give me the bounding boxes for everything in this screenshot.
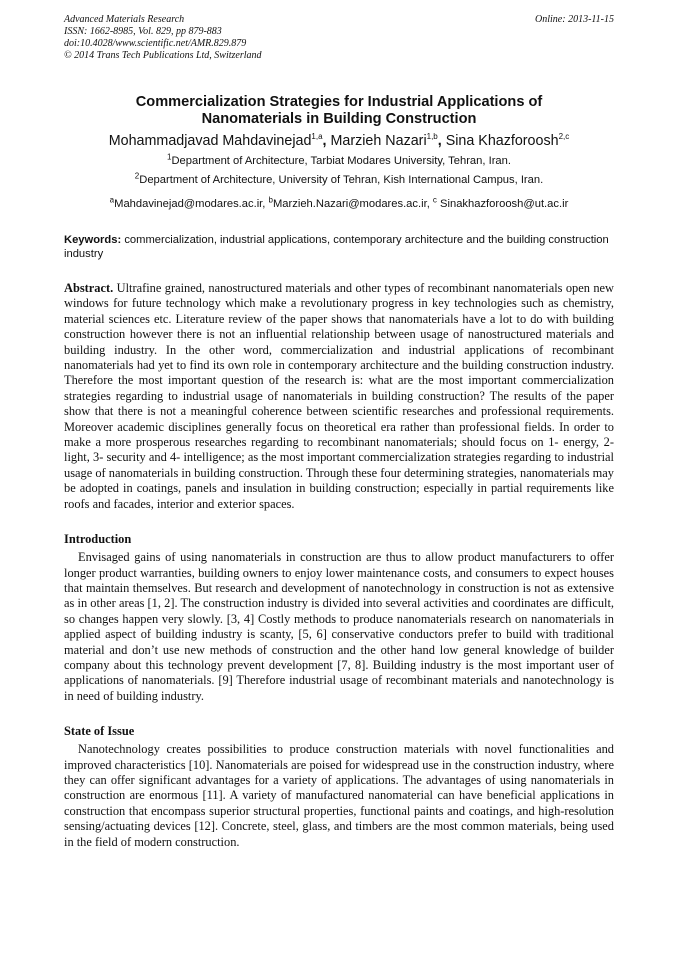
abstract-label: Abstract. [64,281,114,295]
email-address[interactable]: Marzieh.Nazari@modares.ac.ir, [272,198,430,210]
email-superscript: c [432,195,437,205]
author-superscript: 1,a [311,132,323,142]
section-heading-introduction: Introduction [64,532,132,547]
author-superscript: 2,c [558,132,570,142]
doi-line: doi:10.4028/www.scientific.net/AMR.829.879 [64,38,247,49]
author-list: Mohammadjavad Mahdavinejad$^{1,a}$, Marzieh Nazari$^{1,b}$, Sina Khazforoosh$^{2,c}$ [108,132,570,149]
email-address[interactable]: Sinakhazforoosh@ut.ac.ir [440,198,569,210]
section-heading-state-of-issue: State of Issue [64,724,135,739]
author-name: Mohammadjavad Mahdavinejad [108,133,312,149]
keywords-label: Keywords: [64,234,122,246]
abstract-text: Ultrafine grained, nanostructured materials and other types of recombinant nanomaterials open new windows for future technology which make a revolutionary progress in key technologies such as chemistry, material sciences etc. Literature review of the paper shows that nanomaterials have a lot to do with building construction however there is not an influential relationship between usage of nanostructured materials and building industry. In the other word, commercialization and industrial applications of recombinant nanomaterials had yet to find its own role in contemporary architecture and the building construction industry. Therefore the most important question of the research is: what are the most important commercialization strategies regarding to industrial usage of nanomaterials in building construction? The results of the paper show that there is not a meaningful coherence between scientific researches and professional requirements. Moreover academic disciplines generally focus on theoretical era rather than professional fields. In order to make a more prosperous researches regarding to recombinant nanomaterials; should focus on 1- energy, 2- light, 3- security and 4- intelligence; as the most important commercialization strategies regarding to industrial usage of nanomaterials in building construction. Through these four determining strategies, nanomaterials may be adopted in coatings, panels and insulation in building construction; especially in partial requirements like roofs and facades, interior and exterior spaces. [64,281,614,511]
copyright-line: © 2014 Trans Tech Publications Ltd, Switzerland [64,50,262,61]
introduction-paragraph: Envisaged gains of using nanomaterials in construction are thus to allow product manufacturers to offer longer product warranties, building owners to enjoy lower maintenance costs, and consumers to expect houses that maintain themselves. But research and development of nanotechnology in construction is not as extensive as in other areas [1, 2]. The construction industry is divided into several activities and coordinates are difficult, so changes happen very slowly. [3, 4] Costly methods to produce nanomaterials research on nanomaterials in applied aspect of building industry is scanty, [5, 6] conservative conductors prefer to build with traditional material and don’t use new methods of construction and the other hand low general knowledge of builder company about this technology prevent development [7, 8]. Building industry is the most important user of applications of nanomaterials. [9] Therefore industrial usage of recombinant materials and nanotechnology is in need of building industry. [64,550,614,703]
title-line-2: Nanomaterials in Building Construction [201,111,477,127]
affiliation-superscript: 1 [167,152,172,162]
online-date: Online: 2013-11-15 [535,14,614,25]
email-superscript: b [268,195,273,205]
author-superscript: 1,b [426,132,438,142]
affiliation-text: Department of Architecture, Tarbiat Modares University, Tehran, Iran. [171,155,511,167]
affiliation [64,173,614,188]
paper-page [64,14,614,850]
journal-name: Advanced Materials Research [64,14,185,25]
keywords [64,233,614,261]
state-of-issue-paragraph: Nanotechnology creates possibilities to produce construction materials with novel functionalities and improved characteristics [10]. Nanomaterials are poised for widespread use in the construction industry, where they can offer significant advantages for a variety of applications. The advantages of using nanomaterials in construction are enormous [11]. A variety of manufactured nanomaterial can have beneficial applications in construction that encompass superior structural properties, functional paints and coatings, and high-resolution sensing/actuating devices [12]. Concrete, steel, glass, and timbers are the most common materials, being used in the field of modern construction. [64,742,614,849]
email-list [64,197,614,212]
journal-header [64,14,614,62]
paper-title [64,94,614,128]
affiliation [64,154,614,169]
title-line-1: Commercialization Strategies for Industrial Applications of [135,94,543,110]
author-name: Sina Khazforoosh [445,133,559,149]
author-name: Marzieh Nazari [330,133,427,149]
email-superscript: a [109,195,115,205]
abstract [64,281,614,512]
affiliation-text: Department of Architecture, University of Tehran, Kish International Campus, Iran. [139,174,544,186]
affiliation-superscript: 2 [134,171,140,181]
issn-line: ISSN: 1662-8985, Vol. 829, pp 879-883 [64,26,222,37]
keywords-text: commercialization, industrial applications, contemporary architecture and the building construction industry [64,234,609,260]
email-address[interactable]: Mahdavinejad@modares.ac.ir, [114,198,266,210]
